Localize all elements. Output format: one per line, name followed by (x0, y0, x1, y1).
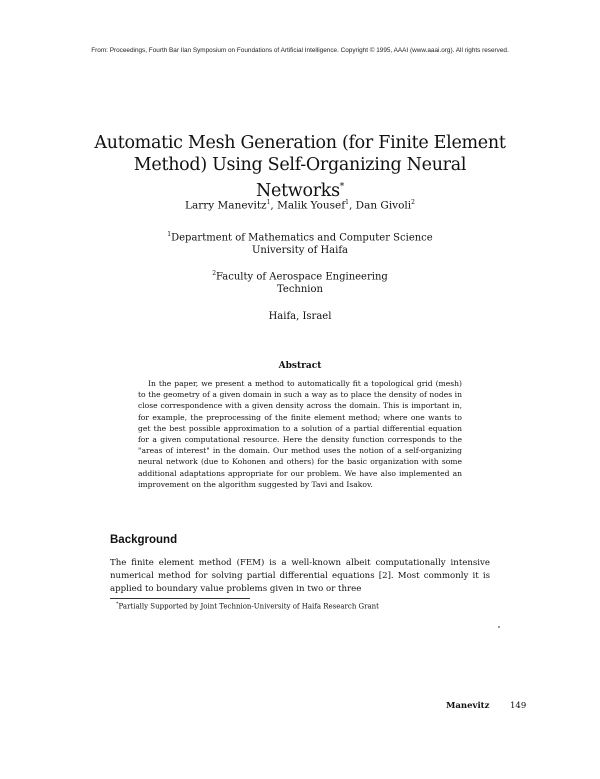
affiliation-institution: University of Haifa (251, 245, 349, 257)
author-name: Dan Givoli (355, 199, 412, 212)
affiliation-2 (90, 267, 510, 296)
running-head: Manevitz (446, 701, 490, 711)
section-heading: Background (110, 534, 178, 546)
location: Haifa, Israel (268, 311, 332, 322)
affiliation-1-line-1 (90, 228, 510, 244)
copyright-notice: From: Proceedings, Fourth Bar Ilan Symposium on Foundations of Artificial Intelligence. Copyright © 1995, AAAI (www.aaai.org). All rights reserved. (91, 47, 509, 54)
affiliation-institution: Technion (277, 284, 323, 296)
title-footnote-mark: * (339, 182, 344, 192)
page-number: 149 (510, 701, 527, 711)
affiliation-mark: 1 (167, 231, 172, 238)
author-name: Malik Yousef (277, 199, 346, 212)
title-line-2-text: Method) Using Self-Organizing Neural Networks (133, 155, 467, 201)
footnote (116, 601, 379, 610)
abstract-text: In the paper, we present a method to automatically fit a topological grid (mesh) to the geometry of a given domain in such a way as to place the density of nodes in close correspondence with a given density across the domain. This is important in, for example, the preprocessing of the finite element method; where one wants to get the best possible approximation to a solution of a partial differential equation for a given computational resource. Here the density function corresponds to the "areas of interest" in the domain. Our method uses the notion of a self-organizing neural network (due to Kohonen and others) for the basic organization with some additional adaptations appropriate for our problem. We have also implemented an improvement on the algorithm suggested by Tavi and Isakov. (138, 379, 462, 489)
affiliation-mark: 2 (212, 270, 217, 277)
author-affiliation-mark: 1 (345, 199, 349, 206)
section-body-text: The finite element method (FEM) is a well-known albeit computationally intensive numerical method for solving partial differential equations [2]. Most commonly it is applied to boundary value problems given in two or three (110, 558, 490, 594)
affiliation-1 (90, 228, 510, 257)
page-speck (498, 626, 500, 628)
footnote-divider (110, 598, 250, 599)
paper-title (90, 132, 510, 202)
author-affiliation-mark: 1 (266, 199, 271, 206)
author-name: Larry Manevitz (185, 199, 267, 212)
footnote-text: Partially Supported by Joint Technion-University of Haifa Research Grant (118, 602, 379, 611)
abstract-heading: Abstract (278, 361, 322, 371)
title-line-1: Automatic Mesh Generation (for Finite Element (94, 133, 506, 153)
affiliation-2-line-1 (90, 267, 510, 283)
author-affiliation-mark: 2 (411, 199, 415, 206)
author-list: Larry Manevitz$^1$, Malik Yousef$^1$, Dan Givoli$^2$ (185, 199, 415, 212)
footnote-mark: * (116, 601, 119, 607)
title-line-2 (90, 154, 510, 202)
affiliation-department: Faculty of Aerospace Engineering (216, 271, 388, 283)
affiliation-department: Department of Mathematics and Computer Science (171, 232, 433, 244)
